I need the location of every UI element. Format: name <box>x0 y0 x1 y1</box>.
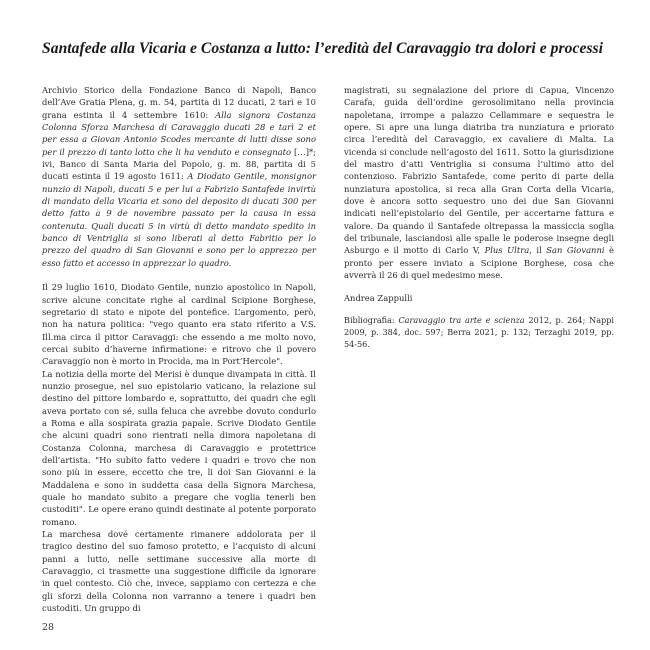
archival-note-paragraph <box>42 84 316 269</box>
body-paragraph-1: Il 29 luglio 1610, Diodato Gentile, nunzio apostolico in Napoli, scrive alcune concitate righe al cardinal Scipione Borghese, segretario di stato e nipote del pontefice. L’argomento, però, non ha natura politica: "vego quanto era stato riferito a V.S. Ill.ma circa il pittor Caravaggi: che essendo a me molto novo, cercai subito d’haverne infirmatione: e ritrovo che il povero Caravaggio non è morto in Procida, ma in Port’Hercole". <box>42 282 316 367</box>
italic-text-run: Plus Ultra <box>484 245 530 256</box>
text-run: […]*; ivi, Banco di Santa Maria del Popolo, g. m. 88, partita di 5 ducati estinta il 19 agosto 1611: <box>42 146 316 182</box>
text-run: Archivio Storico della Fondazione Banco di Napoli, Banco dell’Ave Gratia Plena, g. m. 54, partita di 12 ducati, 2 tarì e 10 grana estinta il 4 settembre 1610: <box>42 85 316 120</box>
italic-text-run: Caravaggio tra arte e scienza <box>398 314 525 325</box>
text-run: Bibliografia: <box>344 314 399 325</box>
article-title: Santafede alla Vicaria e Costanza a lutto: l’eredità del Caravaggio tra dolori e processi <box>42 40 604 57</box>
left-column <box>42 84 316 614</box>
author-name: Andrea Zappulli <box>344 292 413 303</box>
italic-text-run: Alla signora Costanza Colonna Sforza Marchesa di Caravaggio ducati 28 e tarì 2 et per essa a Giovan Antonio Scodes mercante di lutti disse sono per il prezzo di tanto lotto che li ha venduto e consegnato <box>42 109 317 157</box>
bibliography <box>344 314 614 350</box>
italic-text-run: San Giovanni <box>546 245 605 256</box>
right-column <box>344 84 614 350</box>
text-run: magistrati, su segnalazione del priore di Capua, Vincenzo Carafa, guida dell’ordine gerosolimitano nella provincia napoletana, irrompe a palazzo Cellammare e sequestra le opere. Si apre una lunga diatriba tra nunziatura e priorato circa l’eredità del Caravaggio, ex cavaliere di Malta. La vicenda si conclude nell’agosto del 1611. Sotto la giurisdizione del mastro d’atti Ventriglia si consuma l’ultimo atto del contenzioso. Fabrizio Santafede, come perito di parte della nunziatura apostolica, si reca alla Gran Corta della Vicaria, dove è ancora sotto sequestro uno dei due San Giovanni indicati nell’epistolario del Gentile, per accertarne fattura e valore. Da quando il Santafede oltrepassa la massiccia soglia del tribunale, lasciandosi alle spalle le poderose insegne degli Asburgo e il motto di Carlo V, <box>344 85 614 256</box>
italic-text-run: A Diodato Gentile, monsignor nunzio di Napoli, ducati 5 e per lui a Fabrizio Santafede invirtù di mandato della Vicaria et sono del deposito di ducati 300 per detto fatto a 9 de novembre passato per la causa in essa contenuta. Quali ducati 5 in virtù di detto mandato spedito in banco di Ventriglia si sono liberati al detto Fabritio per lo prezzo del quadro di San Giovanni e sono per lo apprezzo per esso fatto et accesso in apprezzar lo quadro. <box>42 171 316 268</box>
body-paragraph-3: La marchesa dové certamente rimanere addolorata per il tragico destino del suo famoso protetto, e l’acquisto di alcuni panni a lutto, nelle settimane successive alla morte di Caravaggio, ci trasmette una suggestione difficile da ignorare in quel contesto. Ciò che, invece, sappiamo con certezza e che gli sforzi della Colonna non varranno a tenere i quadri ben custoditi. Un gruppo di <box>42 529 316 614</box>
body-paragraph-4 <box>344 84 614 282</box>
body-paragraph-2: La notizia della morte del Merisi è dunque divampata in città. Il nunzio prosegue, nel suo epistolario vaticano, la relazione sul destino del pittore lombardo e, soprattutto, dei quadri che egli aveva portato con sé, sulla feluca che avrebbe dovuto condurlo a Roma e alla sospirata grazia papale. Scrive Diodato Gentile che alcuni quadri sono rientrati nella dimora napoletana di Costanza Colonna, marchesa di Caravaggio e protettrice dell’artista. "Ho subito fatto vedere i quadri e trovo che non sono più in essere, eccetto che tre, li doi San Giovanni e la Maddalena e sono in suddetta casa della Signora Marchesa, quale ho mandato subito a pregare che voglia tenerli ben custoditi". Le opere erano quindi destinate al potente porporato romano. <box>42 368 316 527</box>
text-run: 2012, p. 264; Nappi 2009, p. 384, doc. 597; Berra 2021, p. 132; Terzaghi 2019, pp. 54-56. <box>344 314 615 349</box>
text-run: , il <box>529 245 547 256</box>
text-run: è pronto per essere inviato a Scipione Borghese, cosa che avverrà il 26 di quel medesimo mese. <box>344 245 615 281</box>
page-number: 28 <box>42 622 55 633</box>
